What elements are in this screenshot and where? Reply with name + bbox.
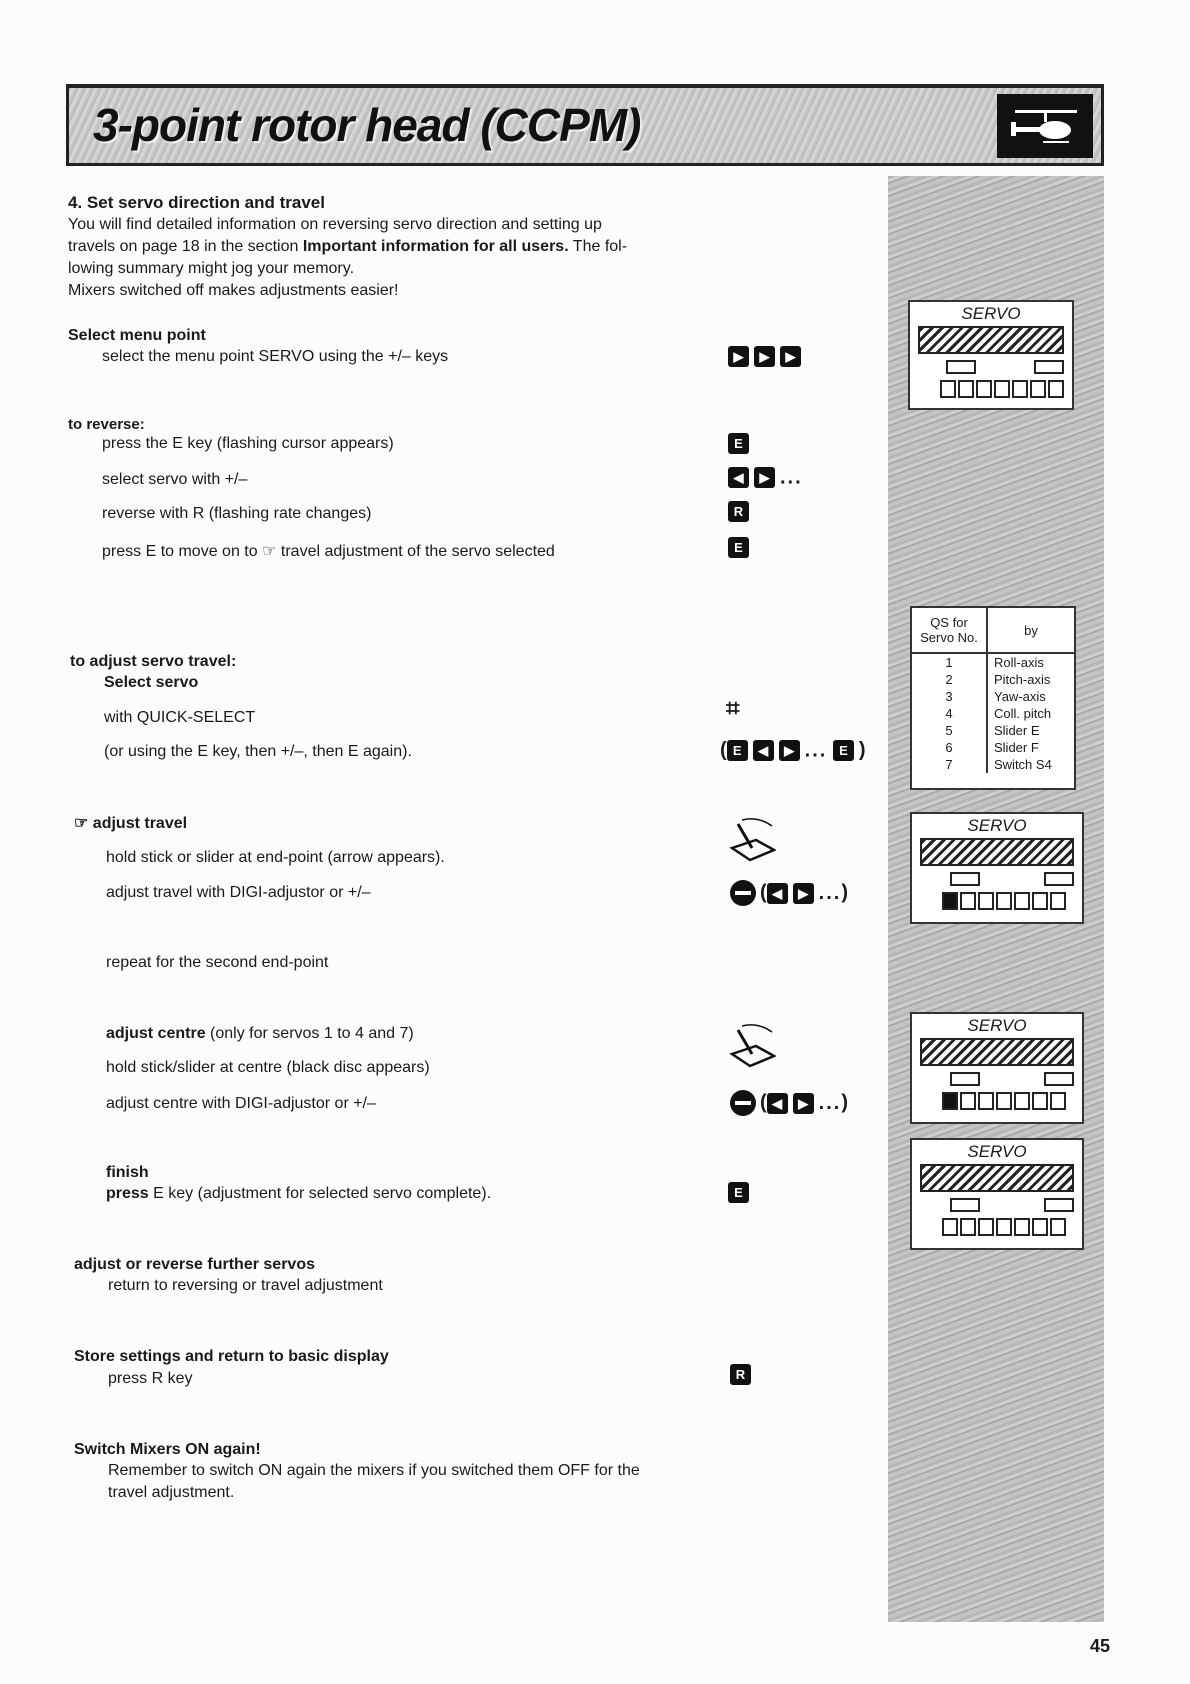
e-key: E bbox=[728, 431, 754, 455]
r-key: R bbox=[728, 499, 754, 523]
reverse-title: to reverse: bbox=[68, 416, 145, 433]
section-heading: 4. Set servo direction and travel bbox=[68, 193, 325, 212]
adjust-travel-line-3: repeat for the second end-point bbox=[106, 954, 329, 971]
adjust-travel-line-2: adjust travel with DIGI-adjustor or +/– bbox=[106, 884, 371, 901]
digi-adjustor-keys: ( ◀ ▶ ...) bbox=[730, 880, 848, 906]
stick-icon bbox=[728, 818, 776, 866]
key-icon: ▶ bbox=[728, 346, 749, 367]
intro-line-2: travels on page 18 in the section Important information for all users. The fol- bbox=[68, 238, 628, 255]
reverse-line-3: reverse with R (flashing rate changes) bbox=[102, 505, 372, 522]
servo-display-1 bbox=[908, 300, 1074, 410]
reverse-line-4: press E to move on to ☞ travel adjustment of the servo selected bbox=[102, 543, 555, 560]
further-text: return to reversing or travel adjustment bbox=[108, 1277, 383, 1294]
store-title: Store settings and return to basic display bbox=[74, 1348, 389, 1365]
centre-line-2: adjust centre with DIGI-adjustor or +/– bbox=[106, 1095, 376, 1112]
travel-sub: Select servo bbox=[104, 674, 199, 691]
mixers-line-1: Remember to switch ON again the mixers if you switched them OFF for the bbox=[108, 1462, 640, 1479]
key-icon: ▶ bbox=[780, 346, 801, 367]
alt-select-keys: ( E ◀ ▶ ... E ) bbox=[720, 739, 866, 762]
centre-line-1: hold stick/slider at centre (black disc appears) bbox=[106, 1059, 430, 1076]
r-key-store: R bbox=[730, 1362, 756, 1386]
digi-adjustor-keys-2: ( ◀ ▶ ...) bbox=[730, 1090, 848, 1116]
finish-title: finish bbox=[106, 1164, 149, 1181]
adjust-travel-title: ☞ adjust travel bbox=[74, 815, 188, 832]
pointing-hand-icon: ☞ bbox=[262, 543, 277, 560]
quick-select-table: QS for Servo No. by 1 Roll-axis 2 Pitch-axis 3 Yaw-axis 4 Coll. pitch 5 Slider E 6 Slider F 7 Switch S4 bbox=[910, 606, 1076, 790]
e-key-finish: E bbox=[728, 1180, 754, 1204]
e-key-2: E bbox=[728, 535, 754, 559]
digi-knob-icon bbox=[730, 880, 756, 906]
intro-line-3: lowing summary might jog your memory. bbox=[68, 260, 355, 277]
header-banner bbox=[66, 84, 1104, 166]
page-number: 45 bbox=[1090, 1636, 1111, 1656]
travel-line-2: (or using the E key, then +/–, then E again). bbox=[104, 743, 412, 760]
intro-line-4: Mixers switched off makes adjustments easier! bbox=[68, 282, 399, 299]
select-menu-title: Select menu point bbox=[68, 327, 206, 344]
stick-icon bbox=[728, 1024, 776, 1072]
centre-title: adjust centre (only for servos 1 to 4 and 7) bbox=[106, 1025, 414, 1042]
lcd-title: SERVO bbox=[961, 304, 1021, 323]
travel-title: to adjust servo travel: bbox=[70, 653, 237, 670]
page-title: 3-point rotor head (CCPM) bbox=[93, 99, 641, 151]
mixers-line-2: travel adjustment. bbox=[108, 1484, 235, 1501]
further-title: adjust or reverse further servos bbox=[74, 1256, 315, 1273]
travel-line-1: with QUICK-SELECT bbox=[104, 709, 256, 726]
servo-display-4: SERVO bbox=[910, 1138, 1084, 1250]
finish-text: press E key (adjustment for selected servo complete). bbox=[106, 1185, 492, 1202]
reverse-line-2: select servo with +/– bbox=[102, 471, 248, 488]
store-text: press R key bbox=[108, 1370, 193, 1387]
select-menu-text: select the menu point SERVO using the +/– keys bbox=[102, 348, 449, 365]
adjust-travel-line-1: hold stick or slider at end-point (arrow appears). bbox=[106, 849, 445, 866]
mixers-title: Switch Mixers ON again! bbox=[74, 1441, 261, 1458]
key-icon: ▶ bbox=[754, 346, 775, 367]
digi-knob-icon bbox=[730, 1090, 756, 1116]
pointing-hand-icon: ☞ bbox=[74, 815, 89, 832]
select-keys: ◀ ▶ ... bbox=[728, 465, 803, 490]
reverse-line-1: press the E key (flashing cursor appears) bbox=[102, 435, 394, 452]
plus-minus-keys bbox=[728, 344, 806, 368]
servo-display-2: SERVO bbox=[910, 812, 1084, 924]
helicopter-icon bbox=[997, 94, 1093, 158]
servo-display-3: SERVO bbox=[910, 1012, 1084, 1124]
intro-line-1: You will find detailed information on reversing servo direction and setting up bbox=[68, 216, 602, 233]
quick-select-icon: ⌗ bbox=[726, 695, 740, 722]
